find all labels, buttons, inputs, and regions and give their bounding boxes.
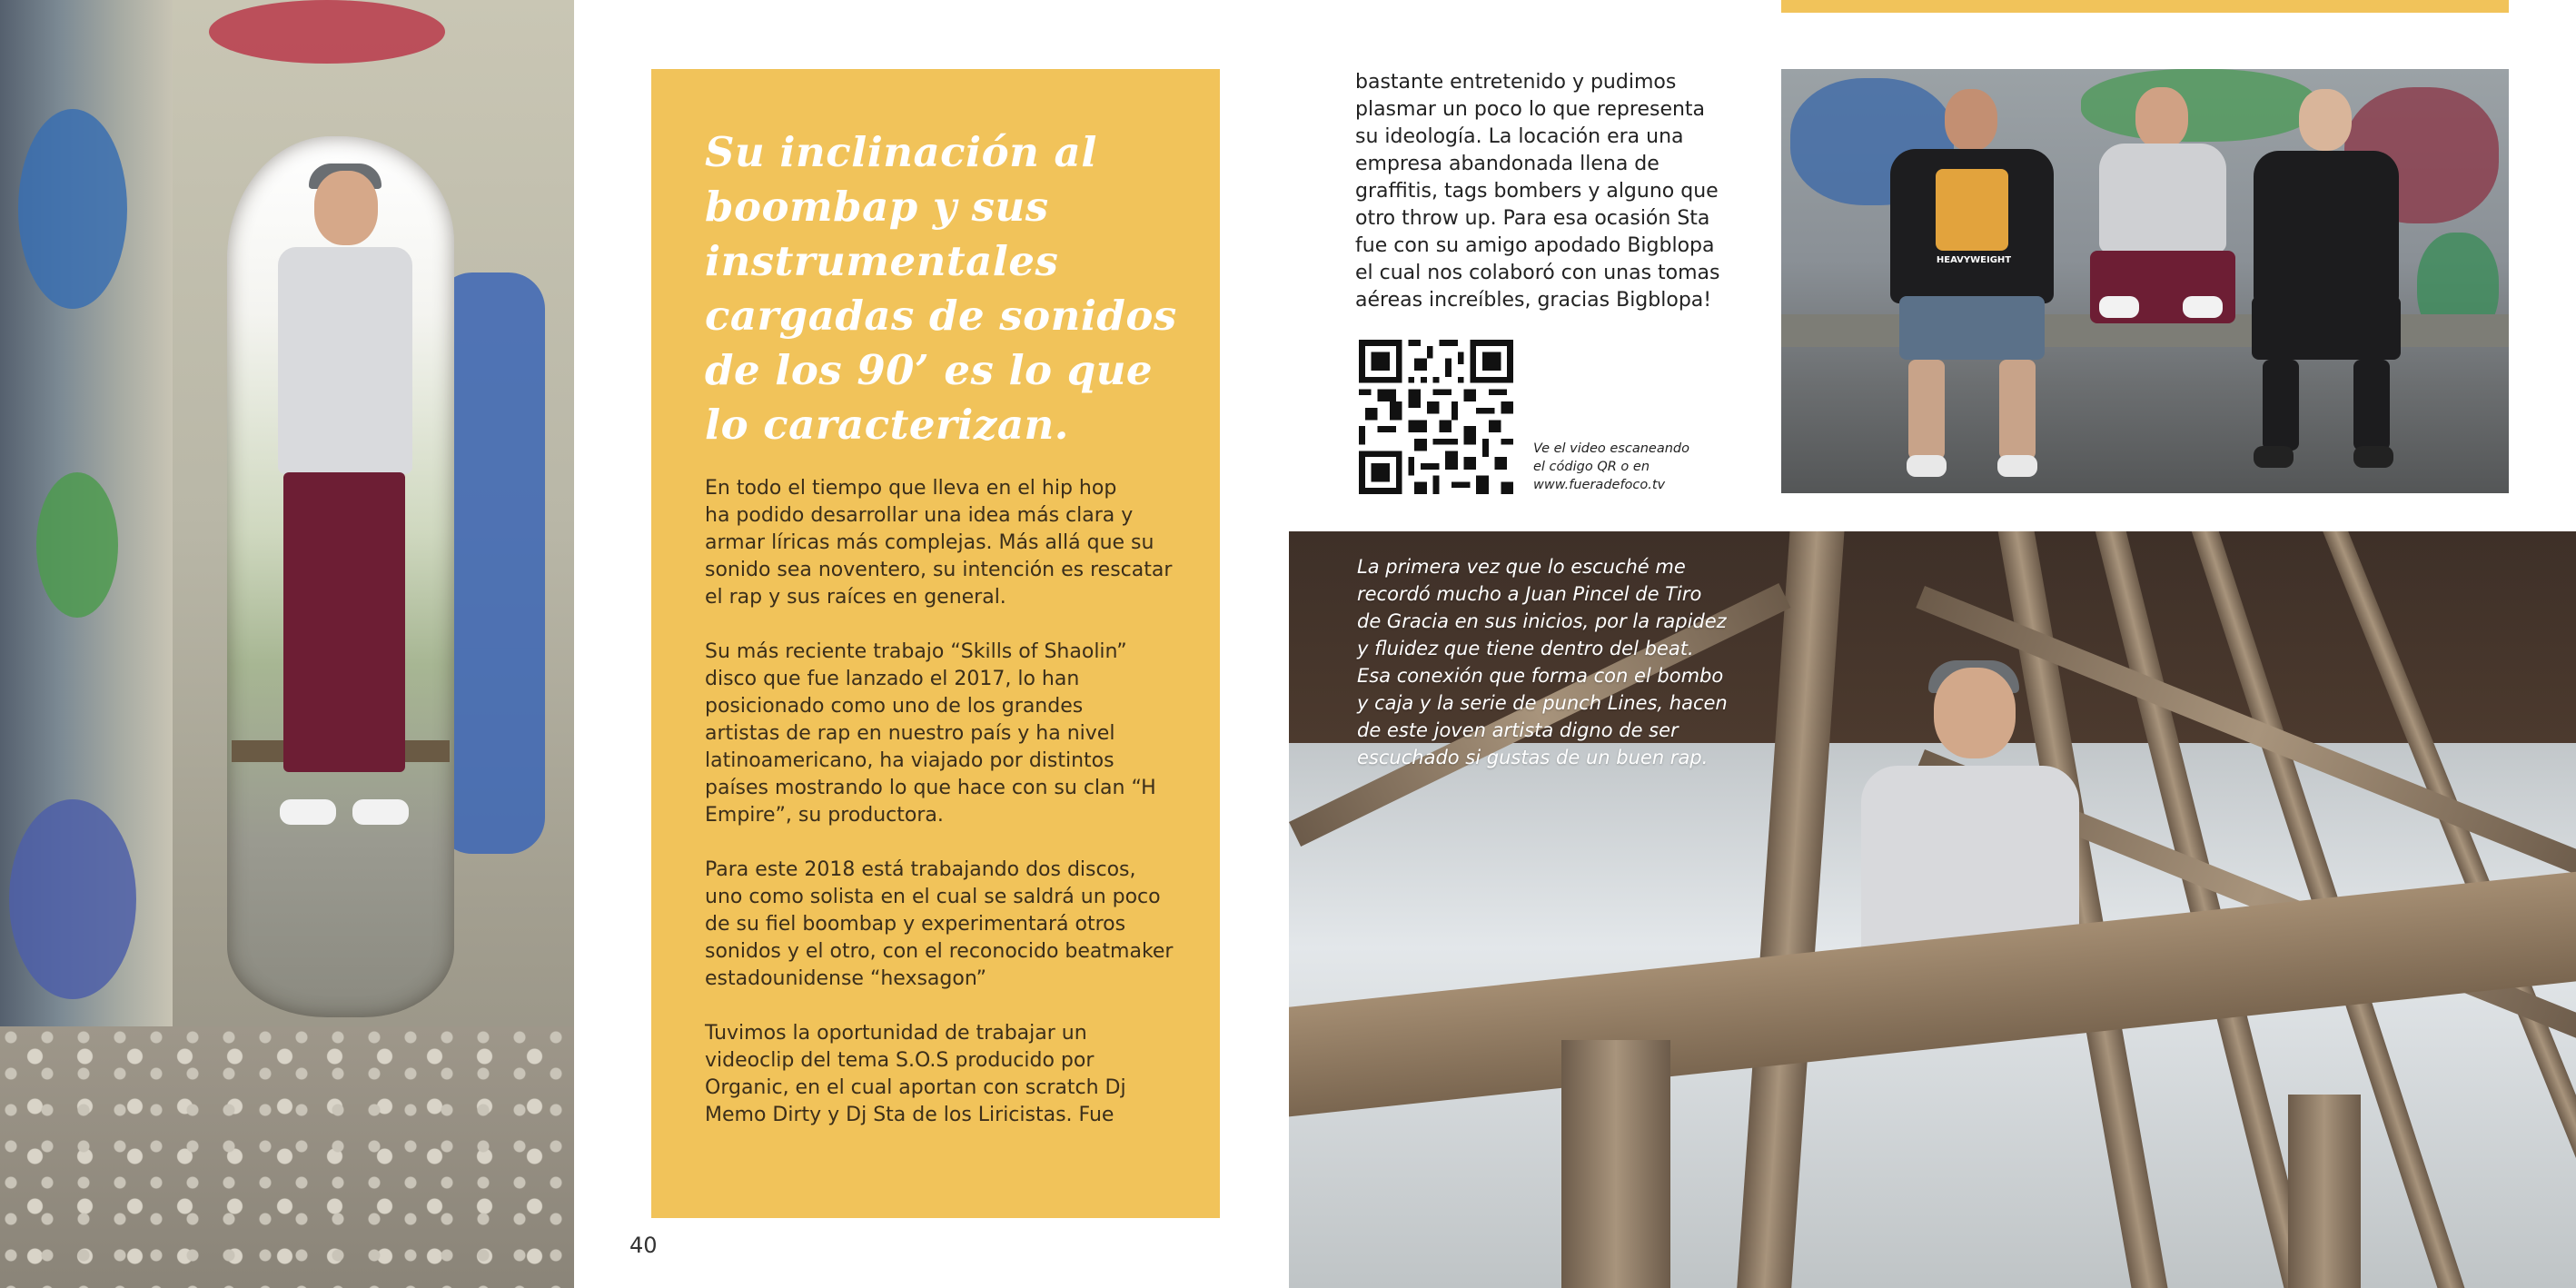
paragraph: En todo el tiempo que lleva en el hip hop ha podido desarrollar una idea más clara y armar líricas más complejas. Más allá que su sonido sea noventero, su intención es rescatar el rap y sus raíces en general. (705, 477, 1173, 609)
person-center (2081, 69, 2244, 493)
person-right (2235, 69, 2417, 493)
qr-caption-line: el código QR o en (1533, 460, 1650, 474)
pull-quote-line: Su inclinación al (705, 128, 1097, 176)
graffiti-tag (36, 472, 118, 618)
rubble-floor (0, 1026, 574, 1288)
qr-caption (1533, 440, 1697, 494)
graffiti-tag (18, 109, 127, 309)
text-line: su ideología. La locación era una (1355, 125, 1684, 148)
page-number: 40 (629, 1233, 658, 1258)
paragraph: Tuvimos la oportunidad de trabajar un videoclip del tema S.O.S producido por Organic, en el cual aportan con scratch Dj Memo Dirty y Dj Sta de los Liricistas. Fue (705, 1022, 1126, 1126)
article-column-two (1355, 69, 1735, 314)
caption-line: Esa conexión que forma con el bombo (1357, 665, 1724, 687)
person-left (1881, 69, 2063, 493)
text-line: el cual nos colaboró con unas tomas (1355, 262, 1720, 284)
text-line: otro throw up. Para esa ocasión Sta (1355, 207, 1710, 230)
text-line: bastante entretenido y pudimos (1355, 71, 1677, 94)
text-line: empresa abandonada llena de (1355, 153, 1660, 175)
text-line: aéreas increíbles, gracias Bigblopa! (1355, 289, 1712, 312)
shirt-label: HEAVYWEIGHT (1936, 255, 2012, 265)
person-standing (272, 163, 418, 836)
photo-caption-quote (1357, 553, 1729, 771)
support-post (1561, 1040, 1670, 1288)
caption-line: recordó mucho a Juan Pincel de Tiro (1357, 583, 1702, 605)
article-column-one (705, 475, 1177, 1129)
pull-quote (705, 125, 1195, 452)
person-on-stairs (1852, 668, 2125, 1176)
text-line: fue con su amigo apodado Bigblopa (1355, 234, 1715, 257)
caption-line: de Gracia en sus inicios, por la rapidez (1357, 610, 1727, 632)
pull-quote-line: de los 90’ es lo que (705, 346, 1154, 394)
caption-line: escuchado si gustas de un buen rap. (1357, 747, 1709, 768)
pull-quote-line: cargadas de sonidos (705, 292, 1177, 340)
text-line: graffitis, tags bombers y alguno que (1355, 180, 1719, 203)
yellow-accent-bar (1781, 0, 2509, 13)
caption-line: de este joven artista digno de ser (1357, 719, 1679, 741)
support-post (2288, 1095, 2361, 1288)
qr-code-icon[interactable] (1359, 340, 1513, 494)
text-line: plasmar un poco lo que representa (1355, 98, 1706, 121)
qr-caption-line: Ve el video escaneando (1533, 441, 1689, 456)
photo-trio-bench (1781, 69, 2509, 493)
paragraph: Para este 2018 está trabajando dos discos, uno como solista en el cual se saldrá un poco de su fiel boombap y experimentará otros sonidos y el otro, con el reconocido beatmaker estadounidense “hexsagon” (705, 858, 1174, 990)
shirt-graphic (1936, 169, 2008, 251)
graffiti-tag (9, 799, 136, 999)
photo-graffiti-hole (0, 0, 574, 1288)
pull-quote-line: lo caracterizan. (705, 401, 1069, 449)
caption-line: La primera vez que lo escuché me (1357, 556, 1686, 578)
caption-line: y caja y la serie de punch Lines, hacen (1357, 692, 1728, 714)
pull-quote-line: instrumentales (705, 237, 1059, 285)
paragraph: Su más reciente trabajo “Skills of Shaolin” disco que fue lanzado el 2017, lo han posicionado como uno de los grandes artistas de rap en nuestro país y ha nivel latinoamericano, ha viajado por distintos países mostrando lo que hace con su clan “H Empire”, su productora. (705, 640, 1156, 827)
metal-beam (1733, 531, 1845, 1288)
qr-caption-link[interactable]: www.fueradefoco.tv (1533, 478, 1666, 492)
pull-quote-line: boombap y sus (705, 183, 1049, 231)
caption-line: y fluidez que tiene dentro del beat. (1357, 638, 1694, 659)
graffiti-tag (209, 0, 445, 64)
